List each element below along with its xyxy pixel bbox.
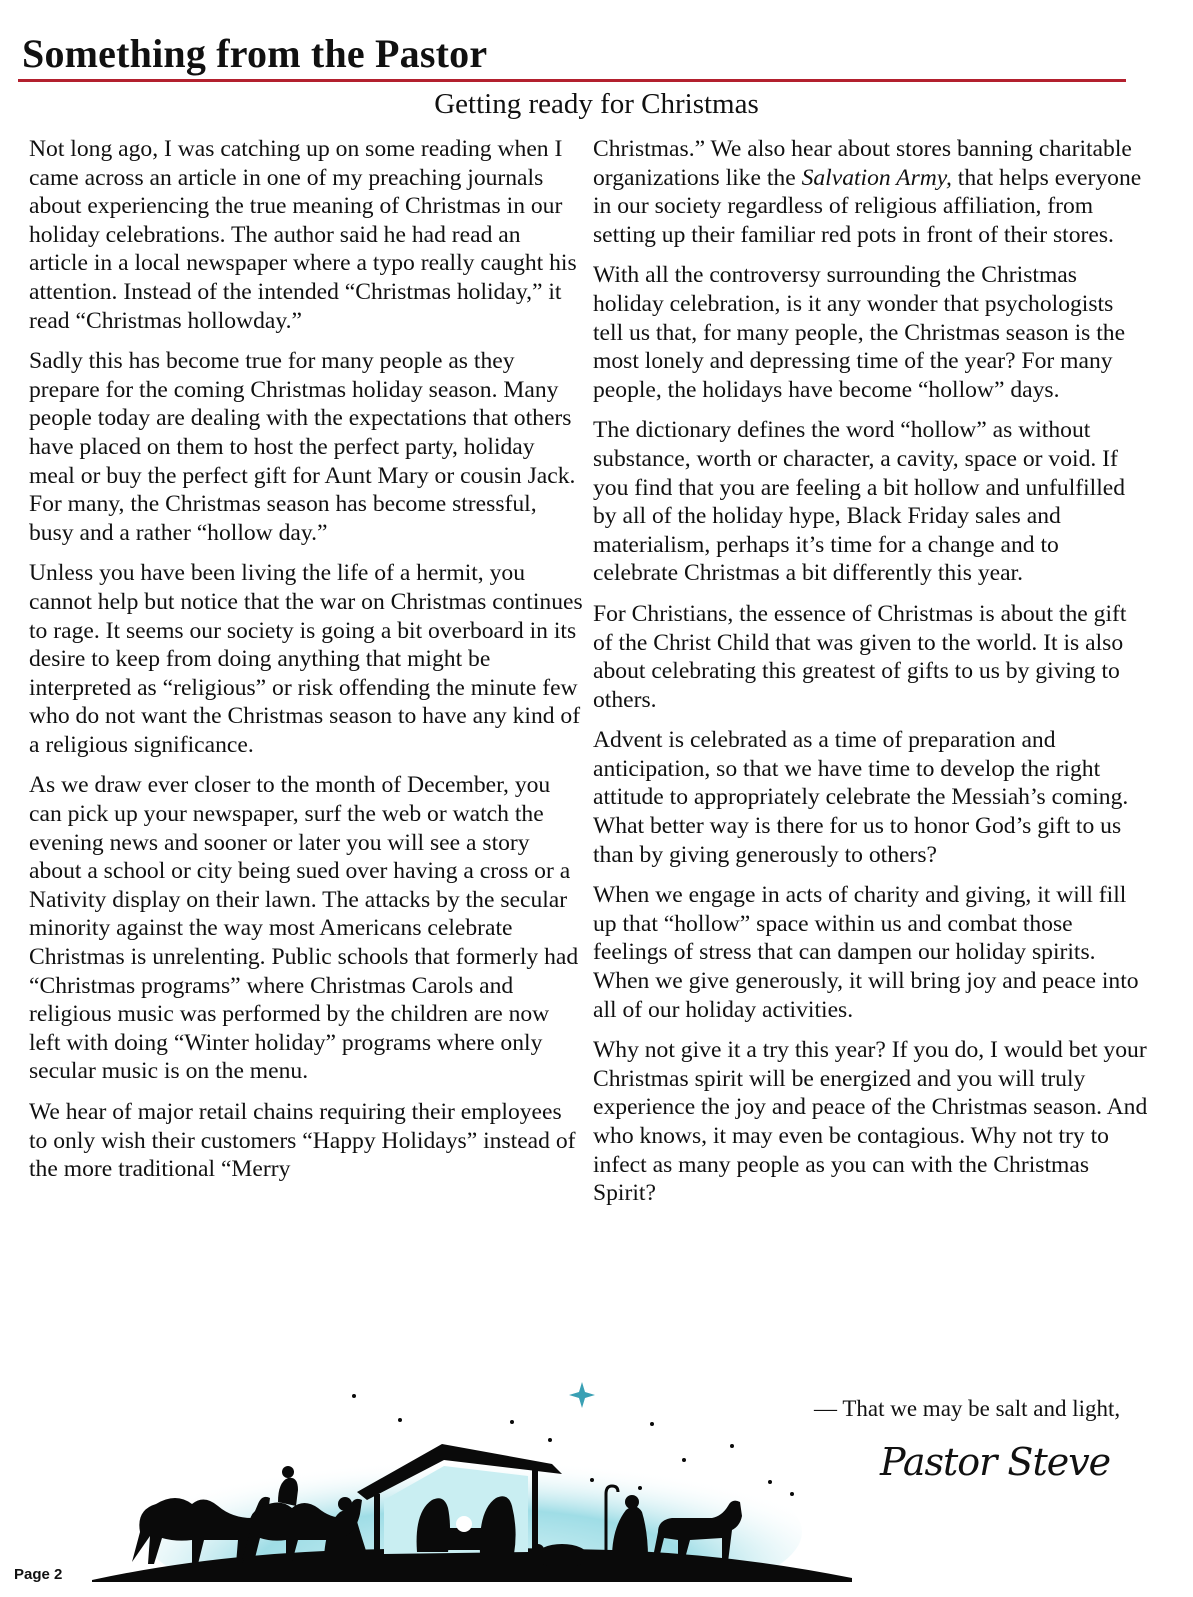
article-paragraph: [593, 135, 1148, 249]
article-paragraph: Advent is celebrated as a time of preparation and anticipation, so that we have time to develop the right attitude to appropriately celebrate the Messiah’s coming. What better way is there for us to honor God’s gift to us than by giving generously to others?: [593, 727, 1129, 868]
article-paragraph: Unless you have been living the life of a hermit, you cannot help but notice that the war on Christmas continues to rage. It seems our society is going a bit overboard in its desire to keep from doing anything that might be interpreted as “religious” or risk offending the minute few who do not want the Christmas season to have any kind of a religious significance.: [29, 560, 583, 758]
paragraph-text: Christmas.” We also hear about stores banning charitable organizations like the: [593, 136, 1132, 191]
pastor-signature: Pastor Steve: [880, 1440, 1111, 1484]
article-paragraph: When we engage in acts of charity and giving, it will fill up that “hollow” space within us and combat those feelings of stress that can dampen our holiday spirits. When we give generously, it will bring joy and peace into all of our holiday activities.: [593, 882, 1139, 1023]
page-title: Something from the Pastor: [22, 31, 488, 76]
page-number: Page 2: [14, 1566, 63, 1583]
article-paragraph: Sadly this has become true for many people as they prepare for the coming Christmas holiday season. Many people today are dealing with the expectations that others have placed on them to host the perfect party, holiday meal or buy the perfect gift for Aunt Mary or cousin Jack. For many, the Christmas season has become stressful, busy and a rather “hollow day.”: [29, 348, 576, 546]
article-paragraph: As we draw ever closer to the month of December, you can pick up your newspaper, surf the web or watch the evening news and sooner or later you will see a story about a school or city being sued over having a cross or a Nativity display on their lawn. The attacks by the secular minority against the way most Americans celebrate Christmas is unrelenting. Public schools that formerly had “Christmas programs” where Christmas Carols and religious music was performed by the children are now left with doing “Winter holiday” programs where only secular music is on the menu.: [29, 772, 579, 1085]
article-paragraph: With all the controversy surrounding the Christmas holiday celebration, is it any wonder that psychologists tell us that, for many people, the Christmas season is the most lonely and depressing time of the year? For many people, the holidays have become “hollow” days.: [593, 262, 1126, 403]
article-paragraph: The dictionary defines the word “hollow” as without substance, worth or character, a cavity, space or void. If you find that you are feeling a bit hollow and unfulfilled by all of the holiday hype, Black Friday sales and materialism, perhaps it’s time for a change and to celebrate Christmas a bit differently this year.: [593, 417, 1126, 587]
article-subtitle: Getting ready for Christmas: [434, 88, 759, 120]
article-column-right: [593, 135, 1148, 1220]
article-paragraph: Not long ago, I was catching up on some reading when I came across an article in one of my preaching journals about experiencing the true meaning of Christmas in our holiday celebrations. The author said he had read an article in a local newspaper where a typo really caught his attention. Instead of the intended “Christmas holiday,” it read “Christmas hollowday.”: [29, 136, 577, 334]
paragraph-text: that helps everyone in our society regardless of religious affiliation, from setting up their familiar red pots in front of their stores.: [593, 164, 1142, 248]
article-paragraph: We hear of major retail chains requiring their employees to only wish their customers “Happy Holidays” instead of the more traditional “Merry: [29, 1099, 576, 1183]
article-paragraph: For Christians, the essence of Christmas is about the gift of the Christ Child that was given to the world. It is also about celebrating this greatest of gifts to us by giving to others.: [593, 600, 1127, 713]
title-divider: [18, 79, 1126, 82]
nativity-scene-icon: [92, 1382, 852, 1582]
signoff-line: — That we may be salt and light,: [814, 1396, 1121, 1421]
article-column-left: [29, 135, 585, 1196]
article-paragraph: Why not give it a try this year? If you do, I would bet your Christmas spirit will be energized and you will truly experience the joy and peace of the Christmas season. And who knows, it may even be contagious. Why not try to infect as many people as you can with the Christmas Spirit?: [593, 1037, 1148, 1207]
organization-name: Salvation Army,: [801, 164, 952, 191]
